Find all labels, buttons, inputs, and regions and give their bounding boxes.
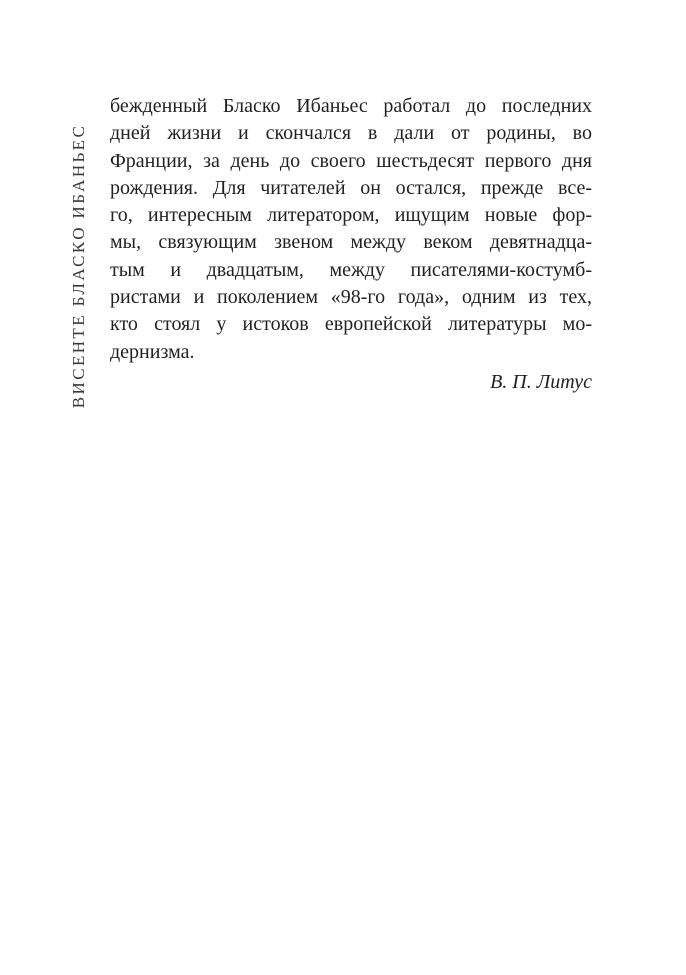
paragraph-line: мы, связующим звеном между веком девятнадца- [110,231,592,254]
paragraph-line: тым и двадцатым, между писателями-костумб- [110,258,592,281]
paragraph-line: ристами и поколением «98-го года», одним из тех, [110,286,592,309]
running-head-text: ВИСЕНТЕ БЛАСКО ИБАНЬЕС [69,123,88,409]
paragraph-line: бежденный Бласко Ибаньес работал до последних [110,95,592,117]
paragraph-line: кто стоял у истоков европейской литературы мо- [110,313,592,336]
author-signature: В. П. Литус [490,370,592,393]
running-head [68,96,90,436]
paragraph-line: Франции, за день до своего шестьдесят первого дня [110,149,592,172]
paragraph-line: рождения. Для читателей он остался, прежде все- [110,176,592,199]
paragraph-line: дней жизни и скончался в дали от родины, во [110,122,592,145]
paragraph-line: го, интересным литератором, ищущим новые фор- [110,204,592,227]
paragraph-line: дернизма. [110,340,195,363]
body-paragraph [110,93,592,396]
